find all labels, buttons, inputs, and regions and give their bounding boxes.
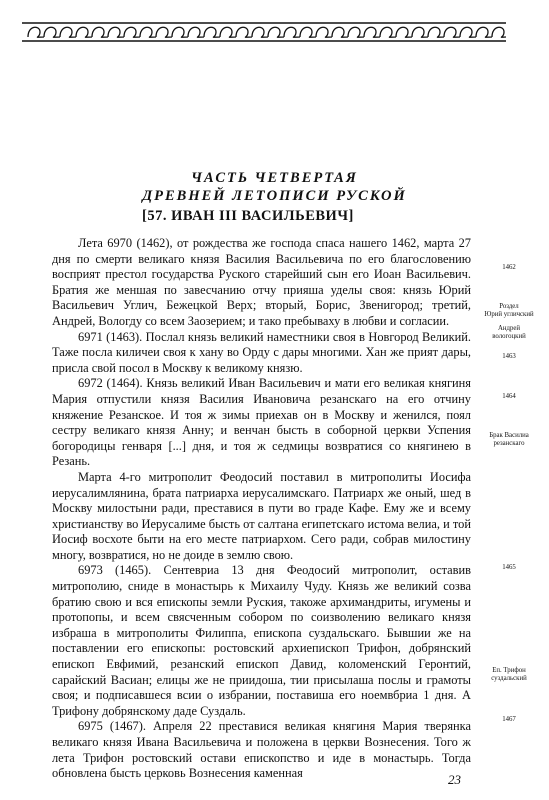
margin-year-1463: 1463: [502, 353, 516, 360]
paragraph-1467: 6975 (1467). Апреля 22 преставися великая княгиня Мария тверянка великаго князя Ивана Васильевича и положена в церкви Вознесения. Того ж лета Трифон ростовский остави епископство и иде в монастырь. Тогда обновлена бысть церковь Вознесения каменная: [52, 719, 471, 781]
margin-year-1467: 1467: [502, 716, 516, 723]
margin-note-andrey: Андрей: [497, 325, 521, 332]
margin-year-1464: 1464: [502, 393, 516, 400]
part-title: ЧАСТЬ ЧЕТВЕРТАЯ: [191, 170, 358, 186]
margin-note-vologodskiy: вологоцкий: [492, 333, 526, 340]
paragraph-1463: 6971 (1463). Послал князь великий наместники своя в Новгород Великий. Таже посла киличеи своя к хану во Орду с дары многими. Хан же прият дары, присла свой посол в Москву к великому князю.: [52, 329, 471, 375]
paragraph-metropolitan: Марта 4-го митрополит Феодосий поставил в митрополиты Иосифа иерусалимлянина, брата патриарха иерусалимскаго. Патриарх же оный, шед в Москву милостыни ради, преставися в пути во граде Кафе. Ему же и всему христианству во Иерусалиме бысть от салтана египетскаго истома велиа, и той Иосиф восхоте быти на его месте патриархом. Сего ради, собрав милостину многу, возвратися, но не доиде в землю свою.: [52, 469, 471, 562]
margin-note-brak: Брак Василиа: [489, 432, 529, 439]
margin-note-yuriy: Юрий угличский: [484, 311, 534, 318]
margin-note-rezanskago: резанскаго: [493, 440, 525, 447]
chapter-heading: [57. ИВАН III ВАСИЛЬЕВИЧ]: [142, 208, 354, 224]
paragraph-1465: 6973 (1465). Сентевриа 13 дня Феодосий митрополит, оставив митрополию, сниде в монастырь к Михаилу Чуду. Князь же великий созва братию свою и вся епископы земли Руския, такоже архимандриты, игумены и протопопы, и всем свясченным собором по соизволению великаго князя избраша в митрополиты Филиппа, епископа суздальскаго. Бывшии же на поставлении его епископы: ростовский архиепископ Трифон, добрянский епископ Евфимий, резанский епископ Давид, коломенский Геронтий, сарайский Васиан; елицы же не приидоша, тии присылаша послы и грамоты своя; и подписавшеся всии о избрании, поставиша его ноемвбриа 1 дня. А Трифону добрянскому даде Суздаль.: [52, 563, 471, 718]
paragraph-1462: Лета 6970 (1462), от рождества же господа спаса нашего 1462, марта 27 дня по смерти великаго князя Василия Васильевича по его благословению восприят престол государства Руского старейший сын его Иоан Васильевич. Братия же меншая по завесчанию отчу прияша уделы своя: князь Юрий Васильевич Углич, Бежецкой Верх; вторый, Борис, Звенигород; третий, Андрей, Вологду со всем Заозерием; и тако пребываху в любви и согласии.: [52, 236, 471, 328]
page-number: 23: [448, 772, 461, 787]
chronicle-title: ДРЕВНЕЙ ЛЕТОПИСИ РУСКОЙ: [142, 188, 407, 204]
main-text: [52, 236, 471, 782]
margin-note-ep-trifon: Еп. Трифон: [492, 667, 526, 674]
margin-year-1465: 1465: [502, 564, 516, 571]
margin-note-razdel: Роздел: [499, 303, 519, 310]
paragraph-1464: 6972 (1464). Князь великий Иван Васильевич и мати его великая княгиня Мария отпустили князя Василия Ивановича резанскаго на его отчину княжение Резанское. И тоя ж зимы приехав он в Москву и женился, поял сестру великаго князя Анну; и венчан бысть в соборной церкви Успения богородицы генваря [...] дня, и тоя ж седмицы возвратися со княгинею в Резань.: [52, 376, 471, 469]
margin-note-suzdalskiy: суздальский: [491, 675, 527, 682]
margin-year-1462: 1462: [502, 264, 516, 271]
ornamental-header-border: [22, 20, 506, 44]
